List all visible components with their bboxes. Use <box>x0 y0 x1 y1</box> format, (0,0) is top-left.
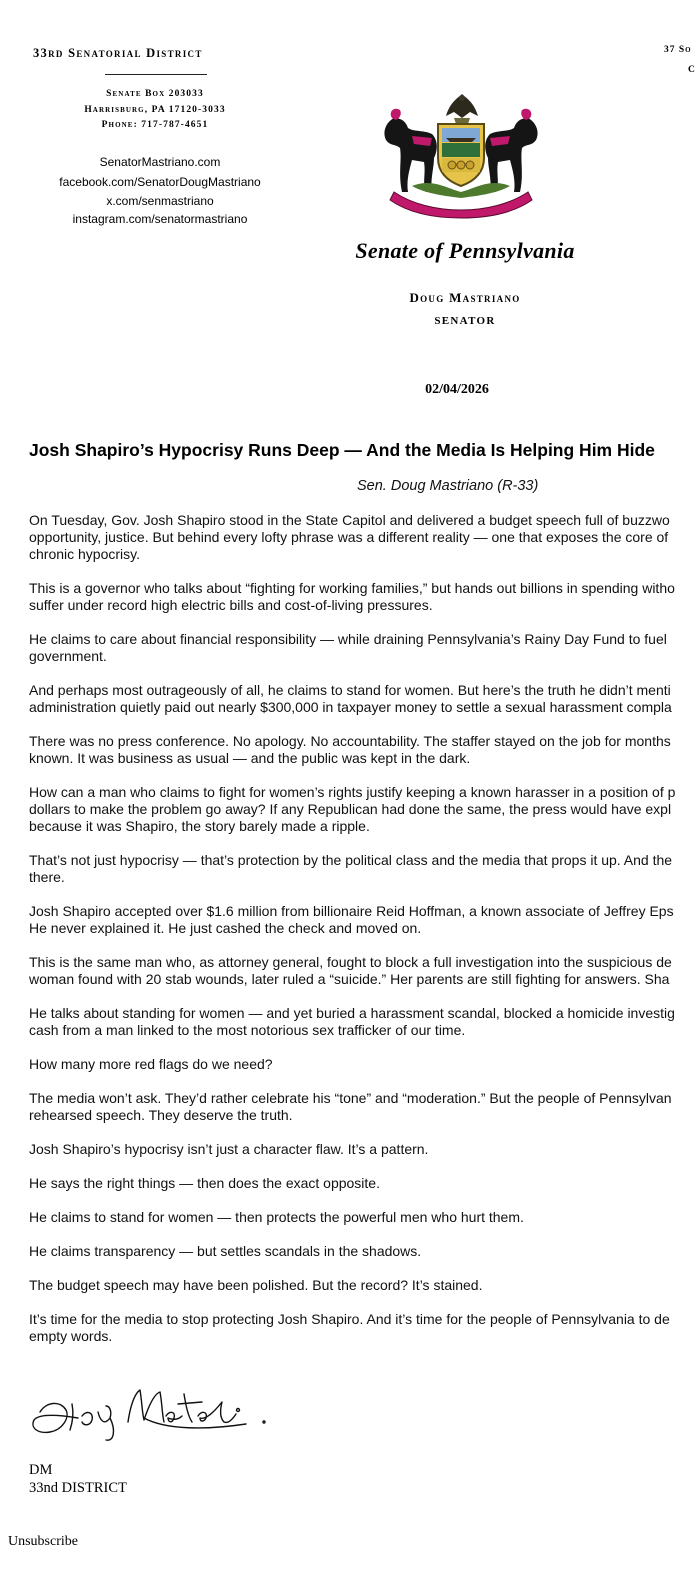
paragraph-line: He claims to stand for women — then protects the powerful men who hurt them. <box>29 1209 524 1225</box>
paragraph-line: He says the right things — then does the exact opposite. <box>29 1175 380 1191</box>
eagle-icon <box>446 94 478 124</box>
paragraph-line: there. <box>29 869 65 885</box>
paragraph-line: suffer under record high electric bills and cost-of-living pressures. <box>29 597 433 613</box>
article-paragraph <box>29 733 700 767</box>
article-headline: Josh Shapiro’s Hypocrisy Runs Deep — And the Media Is Helping Him Hide <box>29 440 655 460</box>
x-link[interactable]: x.com/senmastriano <box>106 194 214 208</box>
article-paragraph <box>29 1311 700 1345</box>
article-paragraph <box>29 1209 700 1226</box>
phone-number: Phone: 717-787-4651 <box>101 120 209 130</box>
left-horse-icon <box>384 109 436 192</box>
paragraph-line: opportunity, justice. But behind every lofty phrase was a different reality — one that exposes the core of <box>29 529 669 545</box>
district-office-city: C <box>688 65 696 75</box>
paragraph-line: This is a governor who talks about “fighting for working families,” but hands out billions in spending witho <box>29 580 675 596</box>
paragraph-line: He claims transparency — but settles scandals in the shadows. <box>29 1243 422 1259</box>
article-byline: Sen. Doug Mastriano (R-33) <box>357 478 539 494</box>
article-paragraph <box>29 682 700 716</box>
paragraph-line: He talks about standing for women — and yet buried a harassment scandal, blocked a homicide investig <box>29 1005 675 1021</box>
shield-icon <box>438 124 484 186</box>
facebook-link[interactable]: facebook.com/SenatorDougMastriano <box>59 175 261 189</box>
paragraph-line: He claims to care about financial responsibility — while draining Pennsylvania’s Rainy Day Fund to fuel <box>29 631 667 647</box>
article-paragraph <box>29 580 700 614</box>
paragraph-line: Josh Shapiro accepted over $1.6 million from billionaire Reid Hoffman, a known associate of Jeffrey Eps <box>29 903 674 919</box>
paragraph-line: He never explained it. He just cashed the check and moved on. <box>29 920 422 936</box>
paragraph-line: There was no press conference. No apology. No accountability. The staffer stayed on the job for months <box>29 733 671 749</box>
article-body <box>29 512 700 1362</box>
paragraph-line: government. <box>29 648 107 664</box>
senate-box-address: Senate Box 203033 <box>106 89 204 99</box>
article-paragraph <box>29 1277 700 1294</box>
article-paragraph <box>29 1056 700 1073</box>
district-title: 33rd Senatorial District <box>33 46 203 60</box>
city-address: Harrisburg, PA 17120-3033 <box>84 105 226 115</box>
article-paragraph <box>29 1141 700 1158</box>
signature-district: 33nd DISTRICT <box>29 1480 127 1496</box>
paragraph-line: woman found with 20 stab wounds, later ruled a “suicide.” Her parents are still fighting for answers. Sha <box>29 971 670 987</box>
senator-title: SENATOR <box>434 315 496 327</box>
handwritten-signature <box>26 1372 271 1447</box>
letterhead-divider <box>105 74 207 75</box>
paragraph-line: dollars to make the problem go away? If any Republican had done the same, the press would have expl <box>29 801 672 817</box>
district-office-address: 37 So <box>664 45 692 55</box>
paragraph-line: administration quietly paid out nearly $300,000 in taxpayer money to settle a sexual harassment compla <box>29 699 672 715</box>
article-paragraph <box>29 631 700 665</box>
article-paragraph <box>29 954 700 988</box>
article-paragraph <box>29 1005 700 1039</box>
paragraph-line: The media won’t ask. They’d rather celebrate his “tone” and “moderation.” But the people of Pennsylvan <box>29 1090 672 1106</box>
paragraph-line: rehearsed speech. They deserve the truth. <box>29 1107 293 1123</box>
unsubscribe-link[interactable]: Unsubscribe <box>8 1534 78 1549</box>
article-paragraph <box>29 784 700 835</box>
paragraph-line: The budget speech may have been polished. But the record? It’s stained. <box>29 1277 483 1293</box>
article-paragraph <box>29 903 700 937</box>
instagram-link[interactable]: instagram.com/senatormastriano <box>72 212 248 226</box>
article-paragraph <box>29 1243 700 1260</box>
article-paragraph <box>29 852 700 886</box>
paragraph-line: cash from a man linked to the most notorious sex trafficker of our time. <box>29 1022 466 1038</box>
paragraph-line: known. It was business as usual — and the public was kept in the dark. <box>29 750 471 766</box>
paragraph-line: It’s time for the media to stop protecting Josh Shapiro. And it’s time for the people of Pennsylvania to de <box>29 1311 670 1327</box>
pennsylvania-coat-of-arms-icon <box>372 88 550 220</box>
right-horse-icon <box>485 109 537 192</box>
article-paragraph <box>29 1090 700 1124</box>
senate-name: Senate of Pennsylvania <box>355 238 575 263</box>
article-paragraph <box>29 512 700 563</box>
paragraph-line: empty words. <box>29 1328 113 1344</box>
paragraph-line: On Tuesday, Gov. Josh Shapiro stood in the State Capitol and delivered a budget speech full of buzzwo <box>29 512 670 528</box>
senator-name: Doug Mastriano <box>409 290 521 305</box>
letter-date: 02/04/2026 <box>425 382 489 397</box>
paragraph-line: And perhaps most outrageously of all, he claims to stand for women. But here’s the truth he didn’t menti <box>29 682 671 698</box>
paragraph-line: How many more red flags do we need? <box>29 1056 273 1072</box>
website-link[interactable]: SenatorMastriano.com <box>99 155 221 169</box>
article-paragraph <box>29 1175 700 1192</box>
paragraph-line: How can a man who claims to fight for women’s rights justify keeping a known harasser in a position of p <box>29 784 676 800</box>
signature-initials: DM <box>29 1462 53 1478</box>
paragraph-line: This is the same man who, as attorney general, fought to block a full investigation into the suspicious de <box>29 954 672 970</box>
paragraph-line: chronic hypocrisy. <box>29 546 141 562</box>
paragraph-line: Josh Shapiro’s hypocrisy isn’t just a character flaw. It’s a pattern. <box>29 1141 429 1157</box>
paragraph-line: That’s not just hypocrisy — that’s protection by the political class and the media that props it up. And the <box>29 852 673 868</box>
paragraph-line: because it was Shapiro, the story barely made a ripple. <box>29 818 370 834</box>
